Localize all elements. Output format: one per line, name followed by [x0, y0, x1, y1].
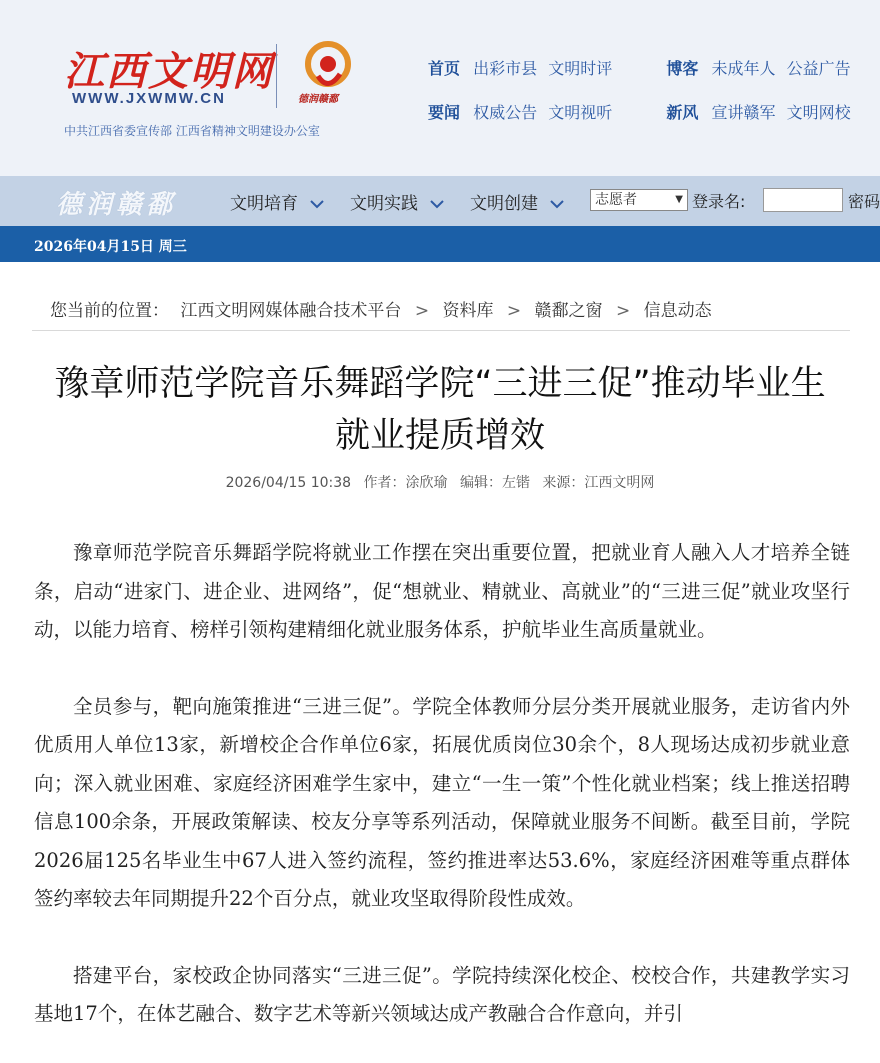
menu-item-creation[interactable]	[470, 189, 565, 214]
top-nav	[428, 56, 880, 126]
breadcrumb-item-library[interactable]: 资料库	[442, 301, 494, 321]
badge-text: 德润赣鄱	[298, 94, 338, 105]
article-paragraph: 搭建平台，家校政企协同落实“三进三促”。学院持续深化校企、校校合作，共建教学实习基地17个，在体艺融合、数字艺术等新兴领域达成产教融合合作意向，并引	[34, 963, 850, 1025]
menu-item-practice[interactable]	[350, 189, 445, 214]
breadcrumb-separator: >	[615, 301, 631, 321]
breadcrumb-item-platform[interactable]: 江西文明网媒体融合技术平台	[180, 301, 402, 321]
nav-new-trends[interactable]: 新风	[666, 103, 699, 122]
login-name-input[interactable]	[763, 188, 843, 212]
breadcrumb-divider	[32, 330, 850, 331]
date-bar	[0, 226, 880, 262]
nav-news[interactable]: 要闻	[428, 103, 461, 122]
logo-text: 江西文明网	[64, 48, 274, 95]
nav-blog[interactable]: 博客	[666, 59, 699, 78]
user-type-select-value: 志愿者	[595, 192, 637, 208]
top-nav-row-2	[428, 100, 857, 122]
article-meta	[0, 472, 880, 492]
org-text: 中共江西省委宣传部 江西省精神文明建设办公室	[64, 124, 320, 138]
article-body	[34, 534, 850, 1063]
site-logo[interactable]	[60, 36, 380, 146]
nav-link-minors[interactable]: 未成年人	[711, 59, 776, 78]
breadcrumb-separator: >	[414, 301, 430, 321]
nav-link-school[interactable]: 文明网校	[786, 103, 851, 122]
nav-home[interactable]: 首页	[428, 59, 461, 78]
menu-item-label: 文明培育	[230, 194, 298, 214]
menubar-logo: 德润赣鄱	[56, 190, 177, 220]
menu-item-label: 文明创建	[470, 194, 538, 214]
logo-divider	[276, 44, 277, 108]
breadcrumb-prefix: 您当前的位置：	[50, 301, 169, 321]
article-editor: 编辑：左锴	[459, 475, 530, 491]
chevron-down-icon	[549, 198, 565, 210]
article-paragraph: 豫章师范学院音乐舞蹈学院将就业工作摆在突出重要位置，把就业育人融入人才培养全链条，启动“进家门、进企业、进网络”，促“想就业、精就业、高就业”的“三进三促”就业攻坚行动，以能力培育、榜样引领构建精细化就业服务体系，护航毕业生高质量就业。	[34, 541, 850, 641]
user-type-select[interactable]	[590, 189, 688, 211]
article-paragraph: 全员参与，靶向施策推进“三进三促”。学院全体教师分层分类开展就业服务，走访省内外优质用人单位13家，新增校企合作单位6家，拓展优质岗位30余个，8人现场达成初步就业意向；深入就业困难、家庭经济困难学生家中，建立“一生一策”个性化就业档案；线上推送招聘信息100余条，开展政策解读、校友分享等系列活动，保障就业服务不间断。截至目前，学院2026届125名毕业生中67人进入签约流程，签约推进率达53.6%，家庭经济困难等重点群体签约率较去年同期提升22个百分点，就业攻坚取得阶段性成效。	[34, 694, 850, 910]
article-date: 2026/04/15 10:38	[225, 475, 352, 491]
breadcrumb	[50, 296, 712, 321]
nav-link-commentary[interactable]: 文明时评	[548, 59, 613, 78]
login-label: 登录名:	[692, 192, 746, 211]
article-author: 作者：涂欣瑜	[363, 475, 448, 491]
breadcrumb-item-window[interactable]: 赣鄱之窗	[534, 301, 603, 321]
breadcrumb-separator: >	[506, 301, 522, 321]
site-header	[0, 0, 880, 176]
menu-item-cultivation[interactable]	[230, 189, 325, 214]
nav-link-lecture[interactable]: 宣讲赣军	[711, 103, 776, 122]
password-label: 密码	[848, 192, 880, 211]
nav-link-announcements[interactable]: 权威公告	[473, 103, 538, 122]
select-arrow-icon: ▼	[675, 194, 683, 205]
menu-item-label: 文明实践	[350, 194, 418, 214]
nav-link-ads[interactable]: 公益广告	[786, 59, 851, 78]
chevron-down-icon	[429, 198, 445, 210]
main-menu-bar	[0, 176, 880, 226]
article-title: 豫章师范学院音乐舞蹈学院“三进三促”推动毕业生就业提质增效	[54, 364, 826, 456]
nav-link-media[interactable]: 文明视听	[548, 103, 613, 122]
chevron-down-icon	[309, 198, 325, 210]
current-date: 2026年04月15日 周三	[34, 239, 187, 255]
breadcrumb-item-news[interactable]: 信息动态	[643, 301, 712, 321]
top-nav-row-1	[428, 56, 857, 78]
nav-link-counties[interactable]: 出彩市县	[473, 59, 538, 78]
article-source: 来源：江西文明网	[542, 475, 655, 491]
logo-url: WWW.JXWMW.CN	[72, 90, 226, 107]
